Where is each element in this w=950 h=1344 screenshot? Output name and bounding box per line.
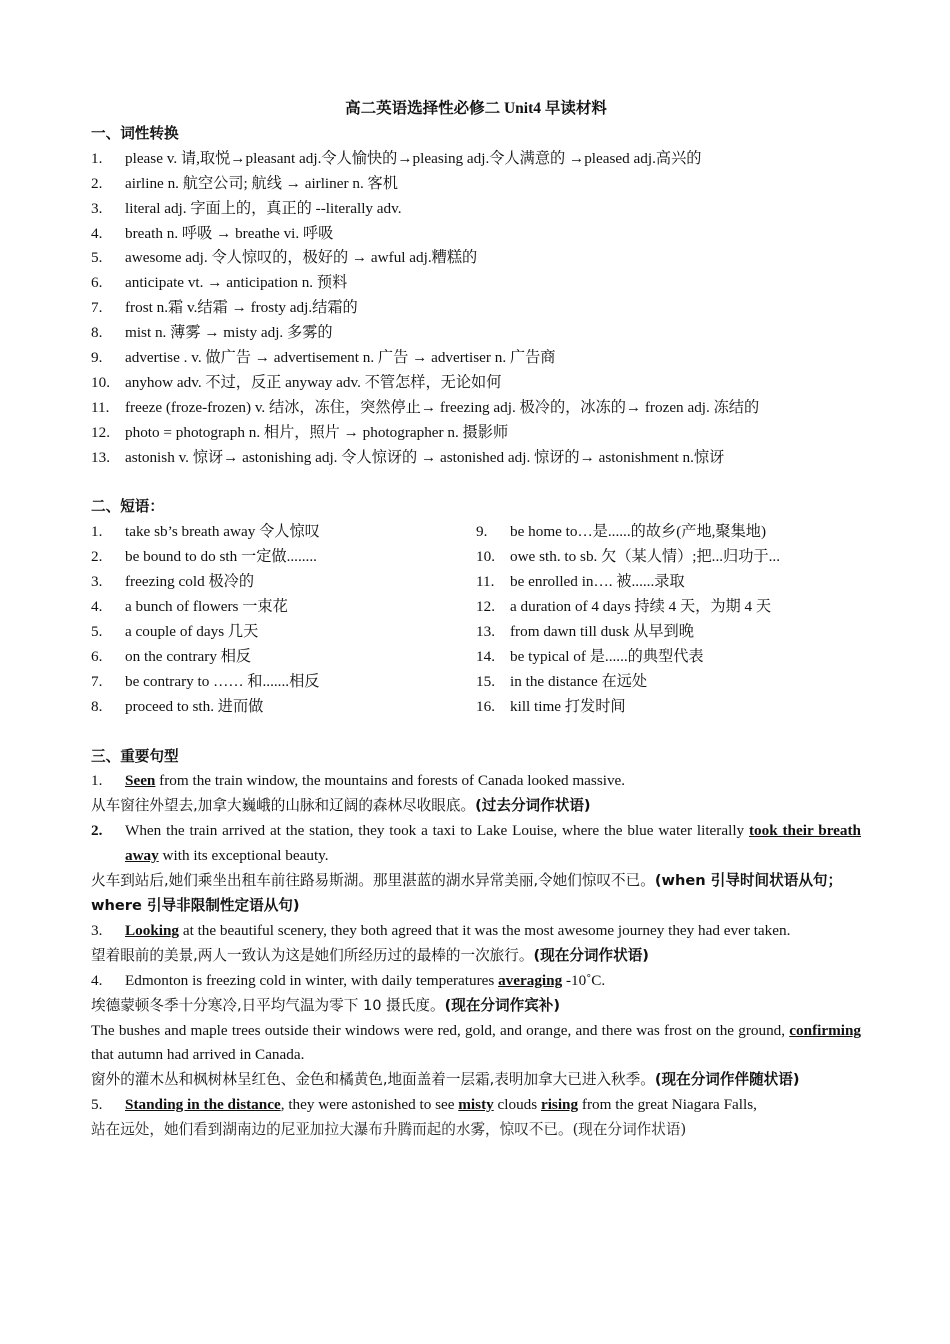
phrase-item: 11. be enrolled in…. 被......录取 <box>476 573 685 591</box>
sentence-5: 5. Standing in the distance, they were astonished to see misty clouds rising from the great Niagara Falls, <box>91 1096 757 1114</box>
phrase-item: 3. freezing cold 极冷的 <box>91 573 255 591</box>
page-title: 高二英语选择性必修二 Unit4 早读材料 <box>345 100 607 117</box>
section2-heading: 二、短语： <box>91 498 164 516</box>
phrase-item: 2. be bound to do sth 一定做........ <box>91 548 317 566</box>
phrase-item: 5. a couple of days 几天 <box>91 623 259 641</box>
word-item: 6. anticipate vt. → anticipation n. 预料 <box>91 274 348 292</box>
word-item: 3. literal adj. 字面上的，真正的 --literally adv. <box>91 199 402 217</box>
phrase-item: 15. in the distance 在远处 <box>476 672 648 690</box>
word-item: 12. photo = photograph n. 相片，照片 → photographer n. 摄影师 <box>91 423 509 441</box>
sentence-2-translation: 火车到站后,她们乘坐出租车前往路易斯湖。那里湛蓝的湖水异常美丽,令她们惊叹不已。(when 引导时间状语从句；where 引导非限制性定语从句) <box>91 872 843 914</box>
phrases-columns <box>91 520 861 719</box>
word-item: 2. airline n. 航空公司; 航线 → airliner n. 客机 <box>91 174 398 192</box>
phrase-item: 4. a bunch of flowers 一束花 <box>91 598 288 616</box>
word-item: 1. please v. 请,取悦→pleasant adj.令人愉快的→pleasing adj.令人满意的 →pleased adj.高兴的 <box>91 149 702 167</box>
sentence-5-translation: 站在远处，她们看到湖南边的尼亚加拉大瀑布升腾而起的水雾，惊叹不已。(现在分词作状语) <box>91 1121 687 1139</box>
phrase-item: 16. kill time 打发时间 <box>476 697 626 715</box>
sentence-1-translation: 从车窗往外望去,加拿大巍峨的山脉和辽阔的森林尽收眼底。(过去分词作状语) <box>91 797 591 815</box>
word-item: 7. frost n.霜 v.结霜 → frosty adj.结霜的 <box>91 299 358 317</box>
word-conversion-list <box>91 147 861 471</box>
section3-heading: 三、重要句型 <box>91 747 179 765</box>
phrase-item: 6. on the contrary 相反 <box>91 647 252 665</box>
word-item: 10. anyhow adv. 不过，反正 anyway adv. 不管怎样，无论如何 <box>91 373 502 391</box>
phrase-item: 9. be home to…是......的故乡(产地,聚集地) <box>476 523 767 541</box>
sentence-3: 3. Looking at the beautiful scenery, they both agreed that it was the most awesome journey they had ever taken. <box>91 921 791 939</box>
sentence-4: 4. Edmonton is freezing cold in winter, with daily temperatures averaging -10˚C. <box>91 971 606 989</box>
sentence-4b: The bushes and maple trees outside their windows were red, gold, and orange, and there was frost on the ground, confirming that autumn had arrived in Canada. <box>91 1021 861 1064</box>
word-item: 11. freeze (froze-frozen) v. 结冰，冻住，突然停止→ freezing adj. 极冷的，冰冻的→ frozen adj. 冻结的 <box>91 398 760 416</box>
word-item: 8. mist n. 薄雾 → misty adj. 多雾的 <box>91 324 333 342</box>
phrase-item: 12. a duration of 4 days 持续 4 天，为期 4 天 <box>476 598 772 616</box>
word-item: 5. awesome adj. 令人惊叹的，极好的 → awful adj.糟糕的 <box>91 249 478 267</box>
word-item: 13. astonish v. 惊讶→ astonishing adj. 令人惊讶的 → astonished adj. 惊讶的→ astonishment n.惊讶 <box>91 448 725 466</box>
phrase-item: 1. take sb’s breath away 令人惊叹 <box>91 523 320 541</box>
phrase-item: 13. from dawn till dusk 从早到晚 <box>476 623 694 641</box>
phrases-left-column <box>91 520 476 719</box>
sentence-3-translation: 望着眼前的美景,两人一致认为这是她们所经历过的最棒的一次旅行。(现在分词作状语) <box>91 946 649 964</box>
phrases-right-column <box>476 520 861 719</box>
document-page <box>91 97 861 1143</box>
section1-heading: 一、词性转换 <box>91 124 179 142</box>
phrase-item: 8. proceed to sth. 进而做 <box>91 697 264 715</box>
sentence-1: 1. Seen from the train window, the mountains and forests of Canada looked massive. <box>91 772 626 790</box>
word-item: 4. breath n. 呼吸 → breathe vi. 呼吸 <box>91 224 334 242</box>
phrase-item: 7. be contrary to …… 和.......相反 <box>91 672 320 690</box>
sentence-4b-translation: 窗外的灌木丛和枫树林呈红色、金色和橘黄色,地面盖着一层霜,表明加拿大已进入秋季。(现在分词作伴随状语) <box>91 1071 800 1089</box>
phrase-item: 10. owe sth. to sb. 欠（某人情）;把...归功于... <box>476 548 781 566</box>
phrase-item: 14. be typical of 是......的典型代表 <box>476 647 704 665</box>
sentence-2: 2. When the train arrived at the station, they took a taxi to Lake Louise, where the blue water literally took their breath away with its exceptional beauty. <box>91 822 862 865</box>
sentence-4-translation: 埃德蒙顿冬季十分寒冷,日平均气温为零下 10 摄氏度。(现在分词作宾补) <box>91 996 561 1014</box>
word-item: 9. advertise . v. 做广告 → advertisement n. 广告 → advertiser n. 广告商 <box>91 349 556 367</box>
